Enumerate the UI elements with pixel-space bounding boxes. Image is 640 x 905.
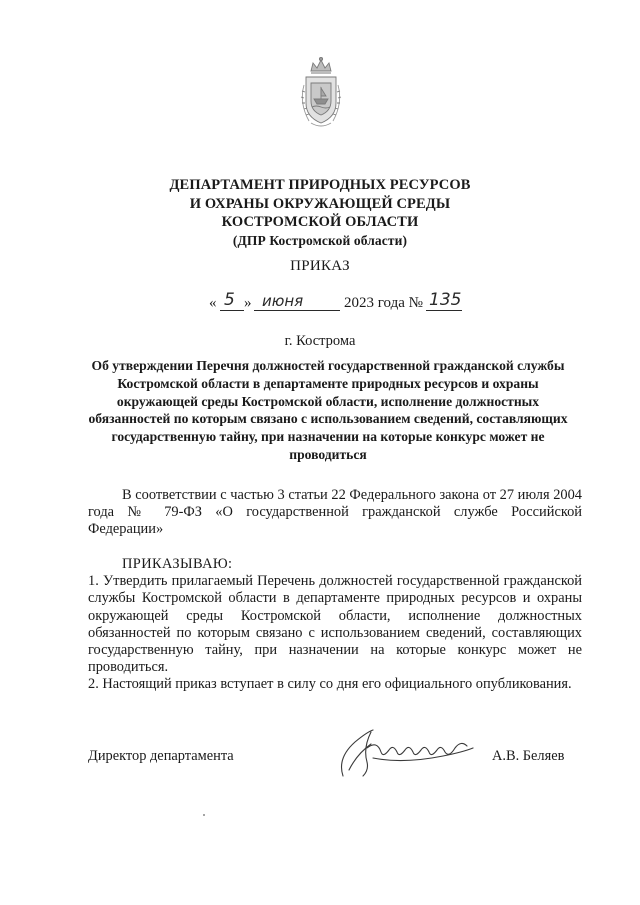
handwritten-day: 5: [224, 290, 235, 310]
number-underline: [426, 310, 462, 311]
order-item-1-text: 1. Утвердить прилагаемый Перечень должностей государственной гражданской службы Костромской области в департаменте природных ресурсов и охраны окружающей среды Костромской области, исполнение должностных обязанностей по которым связано с использованием сведений, составляющих государственную тайну, при назначении на которые конкурс может не проводиться.: [88, 573, 582, 676]
quote-close: »: [244, 295, 252, 311]
city: г. Кострома: [284, 333, 356, 349]
month-underline: [254, 310, 340, 311]
order-date-line: [200, 288, 500, 318]
order-item-2: [88, 676, 582, 693]
signatory-name: А.В. Беляев: [492, 748, 565, 764]
handwritten-signature: [333, 718, 483, 786]
preamble-paragraph: [88, 487, 582, 539]
order-title: ПРИКАЗ: [290, 258, 350, 274]
order-item-1: [88, 573, 582, 676]
preamble-text: В соответствии с частью 3 статьи 22 Федерального закона от 27 июля 2004 года № 79-ФЗ «О государственной гражданской службе Российской Федерации»: [88, 487, 582, 538]
department-header: [120, 176, 520, 250]
header-line-4: (ДПР Костромской области): [232, 232, 408, 248]
order-item-2-text: 2. Настоящий приказ вступает в силу со дня его официального опубликования.: [88, 676, 572, 693]
header-line-3: КОСТРОМСКОЙ ОБЛАСТИ: [221, 214, 419, 230]
signatory-position: Директор департамента: [88, 748, 234, 764]
day-underline: [220, 310, 244, 311]
quote-open: «: [209, 295, 217, 311]
order-items: [88, 556, 582, 694]
handwritten-number: 135: [429, 290, 462, 310]
header-line-1: ДЕПАРТАМЕНТ ПРИРОДНЫХ РЕСУРСОВ: [169, 177, 471, 193]
header-line-2: И ОХРАНЫ ОКРУЖАЮЩЕЙ СРЕДЫ: [189, 195, 451, 212]
year-and-number-label: 2023 года №: [344, 295, 423, 311]
scan-speck: [203, 814, 205, 816]
coat-of-arms-icon: [297, 55, 345, 131]
order-word: ПРИКАЗЫВАЮ:: [122, 556, 233, 572]
handwritten-month: июня: [262, 292, 304, 310]
order-subject: Об утверждении Перечня должностей государственной гражданской службы Костромской области в департаменте природных ресурсов и охраны окружающей среды Костромской области, исполнение должностных обязанностей по которым связано с использованием сведений, составляющих государственную тайну, при назначении на которые конкурс может не проводиться: [88, 358, 568, 462]
